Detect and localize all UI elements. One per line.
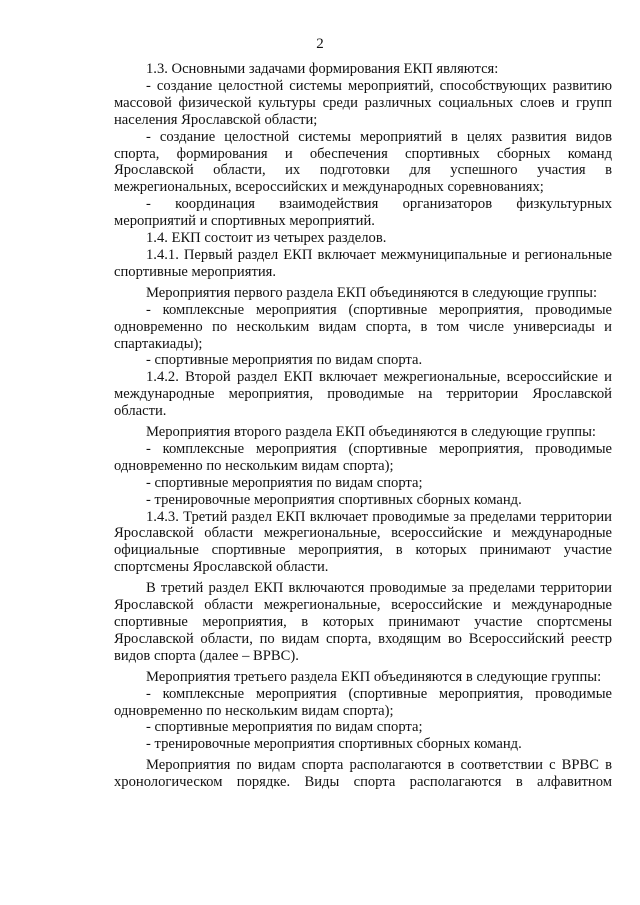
section-2-groups-intro: Мероприятия второго раздела ЕКП объединяются в следующие группы: (146, 424, 596, 441)
section-2-group-sports: - спортивные мероприятия по видам спорта; (146, 474, 423, 491)
section-1-group-complex: - комплексные мероприятия (спортивные мероприятия, проводимые одновременно по нескольким видам спорта, в том числе универсиады и спартакиады); (114, 301, 612, 352)
paragraph-1-4-2: 1.4.2. Второй раздел ЕКП включает межрегиональные, всероссийские и международные мероприятия, проводимые на территории Ярославской области. (114, 369, 612, 420)
task-item-2: - создание целостной системы мероприятий в целях развития видов спорта, формирования и обеспечения спортивных сборных команд Ярославской области, их подготовки для успешного участия в межрегиональных, всероссийских и международных соревнованиях; (114, 128, 612, 196)
paragraph-1-3: 1.3. Основными задачами формирования ЕКП являются: (146, 61, 499, 77)
document-body (114, 61, 612, 791)
task-item-3: - координация взаимодействия организаторов физкультурных мероприятий и спортивных мероприятий. (114, 196, 612, 230)
section-1-groups-intro: Мероприятия первого раздела ЕКП объединяются в следующие группы: (146, 284, 597, 301)
paragraph-1-4-3: 1.4.3. Третий раздел ЕКП включает проводимые за пределами территории Ярославской области межрегиональные, всероссийские и международные официальные спортивные мероприятия, в которых принимают участие спортсмены Ярославской области. (114, 508, 612, 576)
task-item-1: - создание целостной системы мероприятий, способствующих развитию массовой физической культуры среди различных социальных слоев и групп населения Ярославской области; (114, 77, 612, 128)
paragraph-1-4-1: 1.4.1. Первый раздел ЕКП включает межмуниципальные и региональные спортивные мероприятия. (114, 246, 612, 280)
section-3-group-complex: - комплексные мероприятия (спортивные мероприятия, проводимые одновременно по нескольким видам спорта); (114, 685, 612, 719)
paragraph-1-4: 1.4. ЕКП состоит из четырех разделов. (146, 230, 387, 247)
section-3-groups-intro: Мероприятия третьего раздела ЕКП объединяются в следующие группы: (146, 668, 602, 685)
section-3-group-training: - тренировочные мероприятия спортивных сборных команд. (146, 736, 522, 753)
section-2-group-complex: - комплексные мероприятия (спортивные мероприятия, проводимые одновременно по нескольким видам спорта); (114, 440, 612, 474)
page-number: 2 (316, 36, 324, 52)
section-1-group-sports: - спортивные мероприятия по видам спорта. (146, 352, 423, 369)
section-2-group-training: - тренировочные мероприятия спортивных сборных команд. (146, 491, 522, 508)
section-3-inclusion: В третий раздел ЕКП включаются проводимые за пределами территории Ярославской области межрегиональные, всероссийские и международные спортивные мероприятия, в которых принимают участие спортсмены Ярославской области, по видам спорта, входящим во Всероссийский реестр видов спорта (далее – ВРВС). (114, 580, 612, 664)
ordering-paragraph: Мероприятия по видам спорта располагаются в соответствии с ВРВС в хронологическом порядке. Виды спорта располагаются в алфавитном (114, 757, 612, 791)
section-3-group-sports: - спортивные мероприятия по видам спорта; (146, 719, 423, 736)
